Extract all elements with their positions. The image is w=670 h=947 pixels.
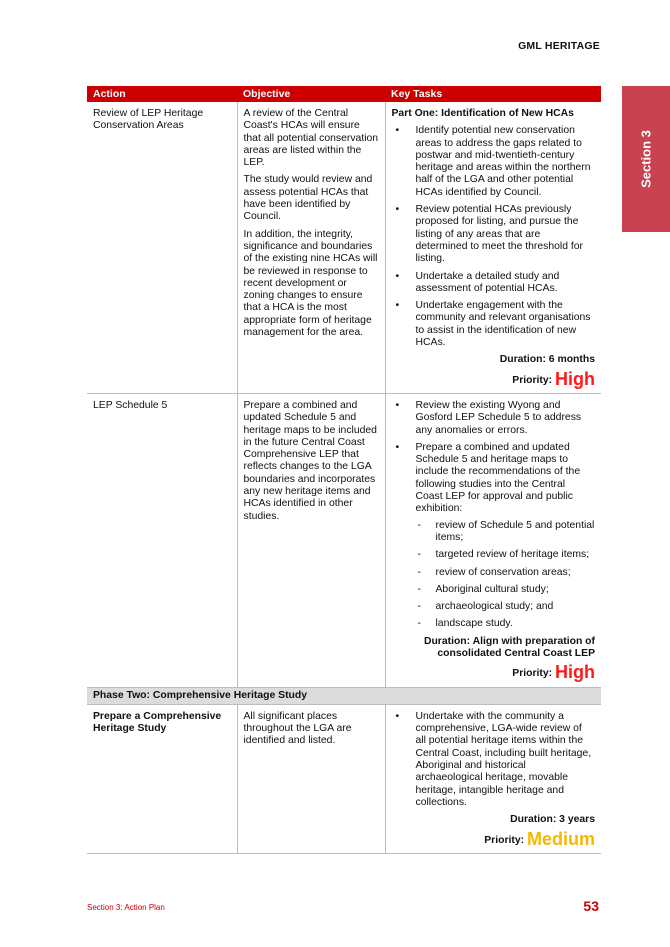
duration-value: : 3 years [552, 814, 595, 826]
subtask-item: - landscape study. [416, 618, 596, 630]
objective-paragraph: A review of the Central Coast's HCAs will ensure that all potential conservation areas are listed within the LEP. [243, 108, 379, 169]
task-item [392, 442, 596, 631]
action-cell: Review of LEP Heritage Conservation Areas [87, 102, 237, 393]
duration-label: Duration [499, 354, 543, 366]
priority [392, 368, 596, 389]
subtask-list [416, 520, 596, 631]
tasks-cell [385, 704, 601, 853]
subtask-item: - targeted review of heritage items; [416, 549, 596, 561]
task-item: • Review potential HCAs previously proposed for listing, and pursue the listing of any areas that are determined to meet the threshold for listing. [392, 204, 596, 265]
objective-cell: Prepare a combined and updated Schedule 5 and heritage maps to be included in the future Central Coast Comprehensive LEP that reflects changes to the LGA boundaries and incorporates any new heritage items and HCAs identified in other studies. [237, 393, 385, 687]
footer-section: Section 3: Action Plan [87, 903, 165, 912]
table-row [87, 704, 601, 853]
task-item: • Undertake with the community a comprehensive, LGA-wide review of all potential heritage items within the Central Coast, including built heritage, Aboriginal and historical archaeological heritage, movable heritage, intangible heritage and collections. [392, 711, 596, 809]
objective-paragraph: In addition, the integrity, significance and boundaries of the existing nine HCAs will be reviewed in response to recent development or zoning changes to ensure that a HCA is the most appropriate form of heritage management for the area. [243, 228, 378, 339]
task-item: • Undertake engagement with the community and relevant organisations to assist in the identification of new HCAs. [392, 300, 596, 349]
duration-label: Duration [423, 635, 467, 647]
tasks-cell [385, 102, 601, 393]
task-item: • Undertake a detailed study and assessment of potential HCAs. [392, 271, 596, 296]
task-item-text: Prepare a combined and updated Schedule 5 and heritage maps to include the recommendations of the following studies into the Central Coast LEP for approval and public exhibition: [415, 441, 581, 515]
priority-label: Priority: [484, 834, 525, 846]
action-plan-table [87, 86, 601, 854]
task-item: • Review the existing Wyong and Gosford LEP Schedule 5 to address any anomalies or errors. [392, 400, 596, 437]
duration-value: : 6 months [542, 354, 595, 366]
page-number: 53 [583, 898, 599, 914]
phase-row [87, 687, 601, 704]
subtask-item: - archaeological study; and [416, 601, 596, 613]
subtask-item: - review of conservation areas; [416, 567, 596, 579]
action-cell: LEP Schedule 5 [87, 393, 237, 687]
priority-label: Priority: [512, 668, 553, 680]
table-header-row [87, 86, 601, 102]
header-key-tasks: Key Tasks [385, 86, 601, 102]
subtask-item: - review of Schedule 5 and potential items; [416, 520, 596, 545]
task-item: • Identify potential new conservation areas to address the gaps related to postwar and mid-twentieth-century heritage and areas within the northern half of the LGA and other potential HCAs identified by Council. [392, 125, 596, 199]
subtask-item: - Aboriginal cultural study; [416, 584, 596, 596]
task-list [392, 711, 596, 809]
priority [392, 828, 596, 849]
objective-cell [237, 102, 385, 393]
priority-label: Priority: [512, 374, 553, 386]
priority-value: High [555, 662, 595, 683]
task-list [392, 400, 596, 631]
tasks-cell [385, 393, 601, 687]
duration [392, 814, 596, 826]
duration-label: Duration [510, 814, 553, 826]
duration [392, 636, 596, 661]
table-row [87, 393, 601, 687]
section-tab [622, 86, 670, 232]
objective-cell: All significant places throughout the LGA are identified and listed. [237, 704, 385, 853]
phase-label: Phase Two: Comprehensive Heritage Study [87, 687, 601, 704]
priority [392, 662, 596, 683]
duration [392, 354, 596, 366]
objective-paragraph: The study would review and assess potential HCAs that have been identified by Council. [243, 174, 373, 223]
header-action: Action [87, 86, 237, 102]
task-list [392, 125, 596, 349]
priority-value: Medium [526, 828, 595, 849]
tasks-title: Part One: Identification of New HCAs [391, 108, 574, 119]
header-objective: Objective [237, 86, 385, 102]
duration-value: : Align with preparation of consolidated Central Coast LEP [437, 635, 595, 659]
table-row [87, 102, 601, 393]
priority-value: High [555, 368, 595, 389]
section-tab-label: Section 3 [638, 130, 654, 188]
action-cell: Prepare a Comprehensive Heritage Study [87, 704, 237, 853]
document-header: GML HERITAGE [518, 40, 600, 52]
